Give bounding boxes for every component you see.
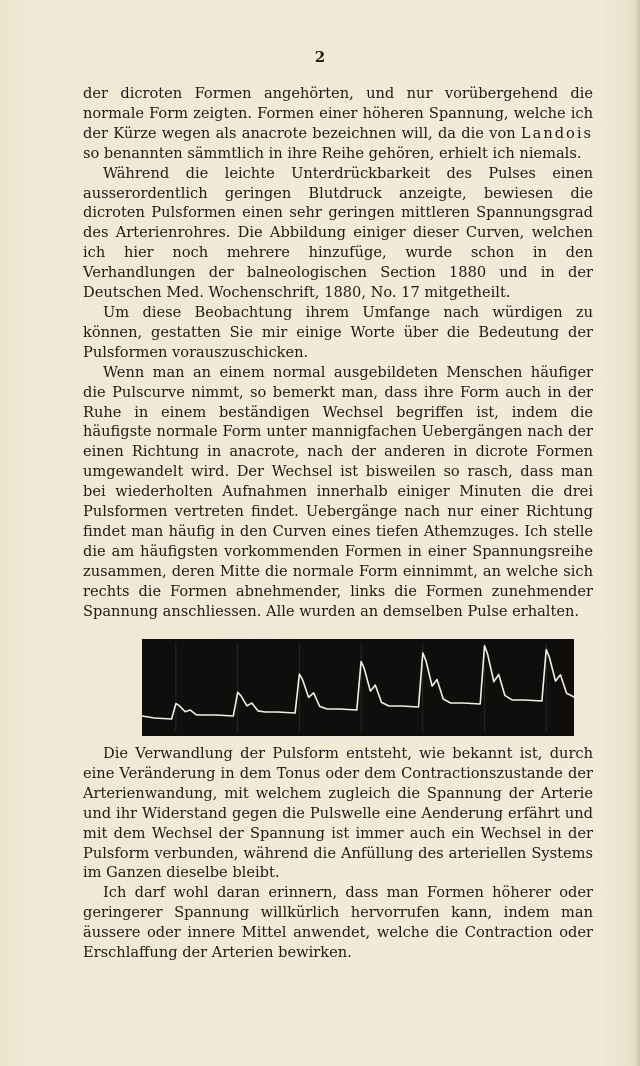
page-number: 2 — [314, 48, 326, 66]
pulse-curve-figure — [142, 639, 574, 736]
page-edge-shadow — [634, 0, 640, 1066]
paragraph-text: Die Verwandlung der Pulsform entsteht, wie bekannt ist, durch eine Veränderung in dem Tonus oder dem Contractionszustande der Arterienwandung, mit welchem zugleich die Spannung der Arterie und ihr Widerstand gegen die Pulswelle eine Aenderung erfährt und mit dem Wechsel der Spannung ist immer auch ein Wechsel in der Pulsform verbunden, während die Anfüllung des arteriellen Systems im Ganzen dieselbe bleibt. — [83, 745, 593, 882]
paragraph — [83, 744, 593, 883]
pulse-curve-trace — [142, 639, 574, 736]
paragraph-text: so benannten sämmtlich in ihre Reihe gehören, erhielt ich niemals. — [83, 144, 582, 162]
text-block-top — [83, 84, 593, 621]
text-block-bottom — [83, 744, 593, 963]
paragraph-text: Ich darf wohl daran erinnern, dass man Formen höherer oder geringerer Spannung willkürlich hervorrufen kann, indem man äussere oder innere Mittel anwendet, welche die Contraction oder Erschlaffung der Arterien bewirken. — [83, 884, 593, 962]
paragraph — [83, 84, 593, 164]
paragraph — [83, 363, 593, 622]
pulse-trace-line — [142, 646, 574, 719]
paragraph-text: Wenn man an einem normal ausgebildeten Menschen häufiger die Pulscurve nimmt, so bemerkt man, dass ihre Form auch in der Ruhe in einem beständigen Wechsel begriffen ist, indem die häufigste normale Form unter mannigfachen Uebergängen nach der einen Richtung in anacrote, nach der anderen in dicrote Formen umgewandelt wird. Der Wechsel ist bisweilen so rasch, dass man bei wiederholten Aufnahmen innerhalb einiger Minuten die drei Pulsformen vertreten findet. Uebergänge nach nur einer Richtung findet man häufig in den Curven eines tiefen Athemzuges. Ich stelle die am häufigsten vorkommenden Formen in einer Spannungsreihe zusammen, deren Mitte die normale Form einnimmt, an welche sich rechts die Formen abnehmender, links die Formen zunehmender Spannung anschliessen. Alle wurden an demselben Pulse erhalten. — [83, 363, 593, 620]
paragraph-text: Während die leichte Unterdrückbarkeit des Pulses einen ausserordentlich geringen Blutdruck anzeigte, bewiesen die dicroten Pulsformen einen sehr geringen mittleren Spannungsgrad des Arterienrohres. Die Abbildung einiger dieser Curven, welchen ich hier noch mehrere hinzufüge, wurde schon in den Verhandlungen der balneologischen Section 1880 und in der Deutschen Med. Wochenschrift, 1880, No. 17 mitgetheilt. — [83, 164, 593, 302]
author-name: Landois — [520, 124, 593, 142]
paragraph — [83, 883, 593, 963]
paragraph-text: der dicroten Formen angehörten, und nur vorübergehend die normale Form zeigten. Formen einer höheren Spannung, welche ich der Kürze wegen als anacrote bezeichnen will, da die von — [83, 85, 593, 142]
paragraph-text: Um diese Beobachtung ihrem Umfange nach würdigen zu können, gestatten Sie mir einige Worte über die Bedeutung der Pulsformen vorauszuschicken. — [83, 303, 593, 361]
paragraph — [83, 164, 593, 303]
paragraph — [83, 303, 593, 363]
